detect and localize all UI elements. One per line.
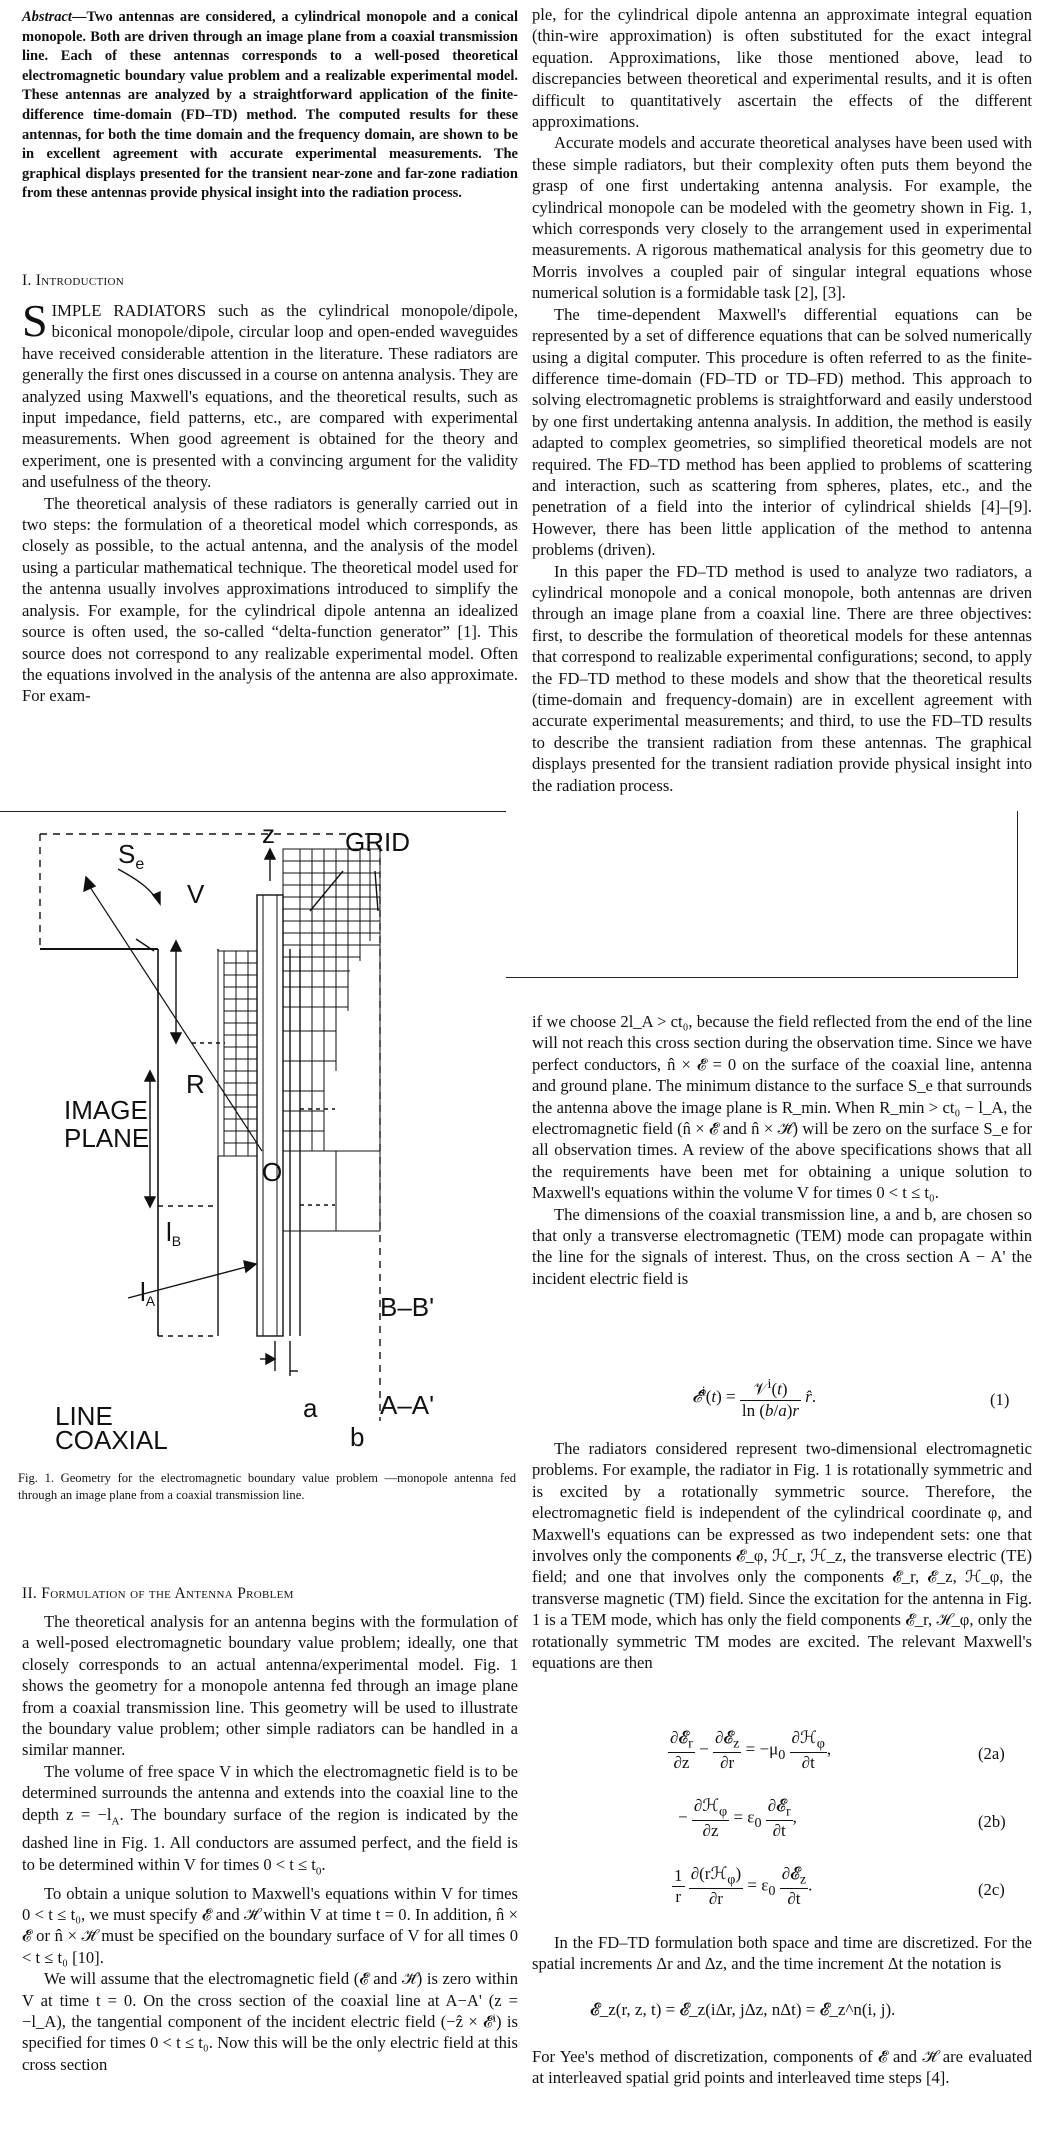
equation-2a: $\frac{\partial 𝓔_r}{\partial z}$ − $\frac{\partial 𝓔_z}{\partial r}$ = $-\mu_0$ $\frac{\partial ℋ_\varphi}{\partial t}$ , <box>670 1728 832 1773</box>
equation-2b: − $\frac{\partial ℋ_\varphi}{\partial z}$ = $\varepsilon_0$ $\frac{\partial 𝓔_r}{\partial t}$ , <box>678 1796 797 1841</box>
label-aa: A–A' <box>380 1390 435 1420</box>
figure-caption: Fig. 1. Geometry for the electromagnetic boundary value problem —monopole antenna fed through an image plane from a coaxial transmission line. <box>18 1471 516 1502</box>
section2-right-text-3 <box>532 1932 1032 1975</box>
label-b: b <box>350 1422 365 1452</box>
intro-r1: ple, for the cylindrical dipole antenna an approximate integral equation (thin-wire approximation) is often substituted for the exact integral equation. Approximations, like those mentioned above, lead to discrepancies between theoretical and experimental results, and it is often difficult to quantitatively ascertain the effects of the different approximations. <box>532 5 1032 132</box>
formulation-r4: In the FD–TD formulation both space and time are discretized. For the spatial increments Δr and Δz, and the time increment Δt the notation is <box>532 1933 1032 1974</box>
abstract-lead: Abstract <box>22 9 72 25</box>
section2-right-text-2 <box>532 1438 1032 1673</box>
intro-r4: In this paper the FD–TD method is used to analyze two radiators, a cylindrical monopole and a conical monopole, both antennas are driven through an image plane from a coaxial line. There are three objectives: first, to describe the formulation of theoretical models for these antennas that correspond to realizable experimental configurations; second, to apply the FD–TD method to these models and show that the theoretical results (time-domain and frequency-domain) are in excellent agreement with accurate experimental measurements; and third, to use the FD–TD results to describe the transient radiation from these antennas. The graphical displays presented for the transient radiation provide physical insight into the radiation process. <box>532 561 1032 795</box>
intro-p1: IMPLE RADIATORS such as the cylindrical monopole/dipole, biconical monopole/dipole, circular loop and open-ended waveguides have received considerable attention in the literature. These radiators are generally the first ones discussed in a course on antenna analysis. They are analyzed using Maxwell's equations, and the theoretical results, such as input impedance, field patterns, etc., are compared with experimental measurements. When good agreement is obtained for the theory and experiment, one is presented with a convincing argument for the validity and usefulness of the theory. <box>22 301 518 492</box>
figure-1-diagram <box>0 811 509 1471</box>
equation-2c-number: (2c) <box>978 1880 1005 1899</box>
formulation-r5: For Yee's method of discretization, components of 𝓔̄ and ℋ̄ are evaluated at interleaved spatial grid points and interleaved time steps [4]. <box>532 2047 1032 2088</box>
label-grid: GRID <box>345 827 410 857</box>
formulation-p4: We will assume that the electromagnetic field (𝓔̄ and ℋ̄) is zero within V at time t = 0. On the cross section of the coaxial line at A−A' (z = −l_A), the tangential component of the incident electric field (−ẑ × 𝓔̄ⁱ) is specified for times 0 < t ≤ t₀. Now this will be the only electric field at this cross section <box>22 1969 518 2074</box>
formulation-r1: if we choose 2l_A > ct₀, because the field reflected from the end of the line will not reach this cross section during the observation time. Since we have perfect conductors, n̂ × 𝓔̄ = 0 on the surface of the coaxial line, antenna and ground plane. The minimum distance to the surface S_e that surrounds the antenna above the image plane is R_min. When R_min > ct₀ − l_A, the electromagnetic field (n̂ × 𝓔̄ and n̂ × ℋ̄) will be zero on the surface S_e for all observation times. A review of the above specifications shows that all the requirements have been met for obtaining a unique solution to Maxwell's equations within the volume V for times 0 < t ≤ t₀. <box>532 1012 1032 1203</box>
label-la: lA <box>140 1277 156 1309</box>
label-line: LINE <box>55 1401 113 1431</box>
grid <box>218 849 380 1231</box>
section1-right-text <box>532 4 1032 796</box>
label-coaxial: COAXIAL <box>55 1425 168 1455</box>
intro-r3: The time-dependent Maxwell's differential equations can be represented by a set of difference equations that can be solved numerically using a digital computer. This procedure is often referred to as the finite-difference time-domain (FD–TD or TD–FD) method. This approach to solving electromagnetic problems is straightforward and easily understood by one first undertaking antenna analysis. In addition, the method is easily adapted to complex geometries, so simplified theoretical models are not required. The FD–TD method has been applied to problems of scattering and interaction, such as scattering from spheres, plates, etc., and the penetration of a field into the interior of cylindrical shields [4]–[9]. However, there has been little application of the method to antenna problems (driven). <box>532 304 1032 560</box>
label-image: IMAGE <box>64 1095 148 1125</box>
section1-left-text <box>22 295 518 707</box>
figure-1-bottom <box>0 1380 509 1470</box>
section1-heading: I. Introduction <box>22 272 125 289</box>
formulation-p2: The volume of free space V in which the electromagnetic field is to be determined surrounds the antenna and extends into the coaxial line to the depth z = −l <box>22 1761 518 1824</box>
equation-1-number: (1) <box>990 1390 1010 1409</box>
equation-2a-number: (2a) <box>978 1744 1005 1763</box>
equation-2c: $\frac{1}{r}$ $\frac{\partial(rℋ_\varphi)}{\partial r}$ = $\varepsilon_0$ $\frac{\partial 𝓔_z}{\partial t}$ . <box>674 1864 813 1909</box>
label-plane: PLANE <box>64 1123 150 1153</box>
section2-left-text: The theoretical analysis for an antenna begins with the formulation of a well-posed electromagnetic boundary value problem; ideally, one that closely corresponds to an actual antenna/experimental model. Fig. 1 shows the geometry for a monopole antenna fed through an image plane from a coaxial transmission line. This geometry will be used to illustrate the boundary value problem; other simple radiators can be handled in a similar manner. The volume of free space V in which the electromagnetic field is to be determined surrounds the antenna and extends into the coaxial line to the depth $z = -l_A$. The boundary surface of the region is indicated by the dashed line in Fig. 1. All conductors are assumed perfect, and the field is to be determined within V for times $0 < t \le t_0$. To obtain a unique solution to Maxwell's equations within V for times 0 < t ≤ t₀, we must specify 𝓔̄ and ℋ̄ within V at time t = 0. In addition, n̂ × 𝓔̄ or n̂ × ℋ̄ must be specified on the boundary surface of V for all times 0 < t ≤ t₀ [10]. We will assume that the electromagnetic field (𝓔̄ and ℋ̄) is zero within V at time t = 0. On the cross section of the coaxial line at A−A' (z = −l_A), the tangential component of the incident electric field (−ẑ × 𝓔̄ⁱ) is specified for times 0 < t ≤ t₀. Now this will be the only electric field at this cross section <box>22 1612 518 2074</box>
intro-r2: Accurate models and accurate theoretical analyses have been used with these simple radiators, but their complexity often puts them beyond the grasp of one first undertaking antenna analysis. For example, the cylindrical monopole can be modeled with the geometry shown in Fig. 1, which corresponds very closely to the arrangement used in experimental measurements. A rigorous mathematical analysis for this geometry due to Morris involves a coupled pair of singular integral equations whose numerical solution is a formidable task [2], [3]. <box>532 133 1032 303</box>
grid-arrow <box>310 871 343 911</box>
intro-p2: The theoretical analysis of these radiators is generally carried out in two steps: the formulation of a theoretical model which corresponds, as closely as possible, to the actual antenna, and the analysis of the model using a particular mathematical technique. The theoretical model used for the antenna usually involves approximations introduced to simplify the analysis. For example, for the cylindrical dipole antenna an idealized source is often used, the so-called “delta-function generator” [1]. This source does not correspond to any realizable experimental model. Often the equations involved in the analysis of the antenna are also approximate. For exam- <box>22 493 518 706</box>
abstract <box>22 8 518 204</box>
formulation-r3: The radiators considered represent two-dimensional electromagnetic problems. For example, the radiator in Fig. 1 is rotationally symmetric and is excited by a rotationally symmetric source. Therefore, the electromagnetic field is independent of the cylindrical coordinate φ, and Maxwell's equations can be expressed as two independent sets: one that involves only the components 𝓔_φ, ℋ_r, ℋ_z, the transverse electric (TE) field; and one that involves only the components 𝓔_r, 𝓔_z, ℋ_φ, the transverse magnetic (TM) field. Since the excitation for the antenna in Fig. 1 is a TEM mode, which has only the field components 𝓔_r, ℋ_φ, only the rotationally symmetric TM modes are excited. The relevant Maxwell's equations are then <box>532 1439 1032 1673</box>
equation-3: 𝓔_z(r, z, t) = 𝓔_z(iΔr, jΔz, nΔt) = 𝓔_z^n(i, j). <box>590 2000 896 2019</box>
label-z: z <box>262 819 275 849</box>
equation-2b-number: (2b) <box>978 1812 1006 1831</box>
label-r: R <box>186 1069 205 1099</box>
section2-right-text-4 <box>532 2046 1032 2089</box>
section2-heading: II. Formulation of the Antenna Problem <box>22 1585 294 1602</box>
section2-right-text <box>532 1011 1032 1289</box>
label-a: a <box>303 1393 318 1423</box>
abstract-text: —Two antennas are considered, a cylindrical monopole and a conical monopole. Both are driven through an image plane from a coaxial transmission line. Each of these antennas corresponds to a well-posed theoretical electromagnetic boundary value problem and a realizable experimental model. These antennas are analyzed by a straightforward application of the finite-difference time-domain (FD–TD) method. The computed results for these antennas, for both the time domain and the frequency domain, are shown to be in excellent agreement with accurate experimental measurements. The graphical displays presented for the transient near-zone and far-zone radiation from these antennas provide physical insight into the radiation process. <box>22 9 518 202</box>
dropcap: S <box>22 295 48 346</box>
se-arrow <box>118 869 158 901</box>
monopole <box>257 895 283 1336</box>
formulation-p3: To obtain a unique solution to Maxwell's equations within V for times 0 < t ≤ t₀, we must specify 𝓔̄ and ℋ̄ within V at time t = 0. In addition, n̂ × 𝓔̄ or n̂ × ℋ̄ must be specified on the boundary surface of V for all times 0 < t ≤ t₀ [10]. <box>22 1883 518 1967</box>
formulation-r2: The dimensions of the coaxial transmission line, a and b, are chosen so that only a transverse electromagnetic (TEM) mode can propagate within the line for the signals of interest. Thus, on the cross section A − A' the incident electric field is <box>532 1204 1032 1288</box>
formulation-p1: The theoretical analysis for an antenna begins with the formulation of a well-posed electromagnetic boundary value problem; ideally, one that closely corresponds to an actual antenna/experimental model. Fig. 1 shows the geometry for a monopole antenna fed through an image plane from a coaxial transmission line. This geometry will be used to illustrate the boundary value problem; other simple radiators can be handled in a similar manner. <box>22 1612 518 1760</box>
boxed-text-border <box>506 811 1018 978</box>
label-o: O <box>262 1157 283 1187</box>
label-v: V <box>187 879 205 909</box>
label-lb: lB <box>166 1217 182 1249</box>
label-bb: B–B' <box>380 1292 435 1322</box>
equation-1: 𝓔̄$^i$(t) = $\frac{𝒱^i(t)}{\ln (b/a)r}$ r̂. <box>692 1376 817 1420</box>
formulation-p2b: . The boundary surface of the region is indicated by the dashed line in Fig. 1. All conductors are assumed perfect, and the field is to be determined within V for times 0 < t ≤ t <box>22 1804 518 1874</box>
label-se: $S_e$ <box>118 839 145 873</box>
